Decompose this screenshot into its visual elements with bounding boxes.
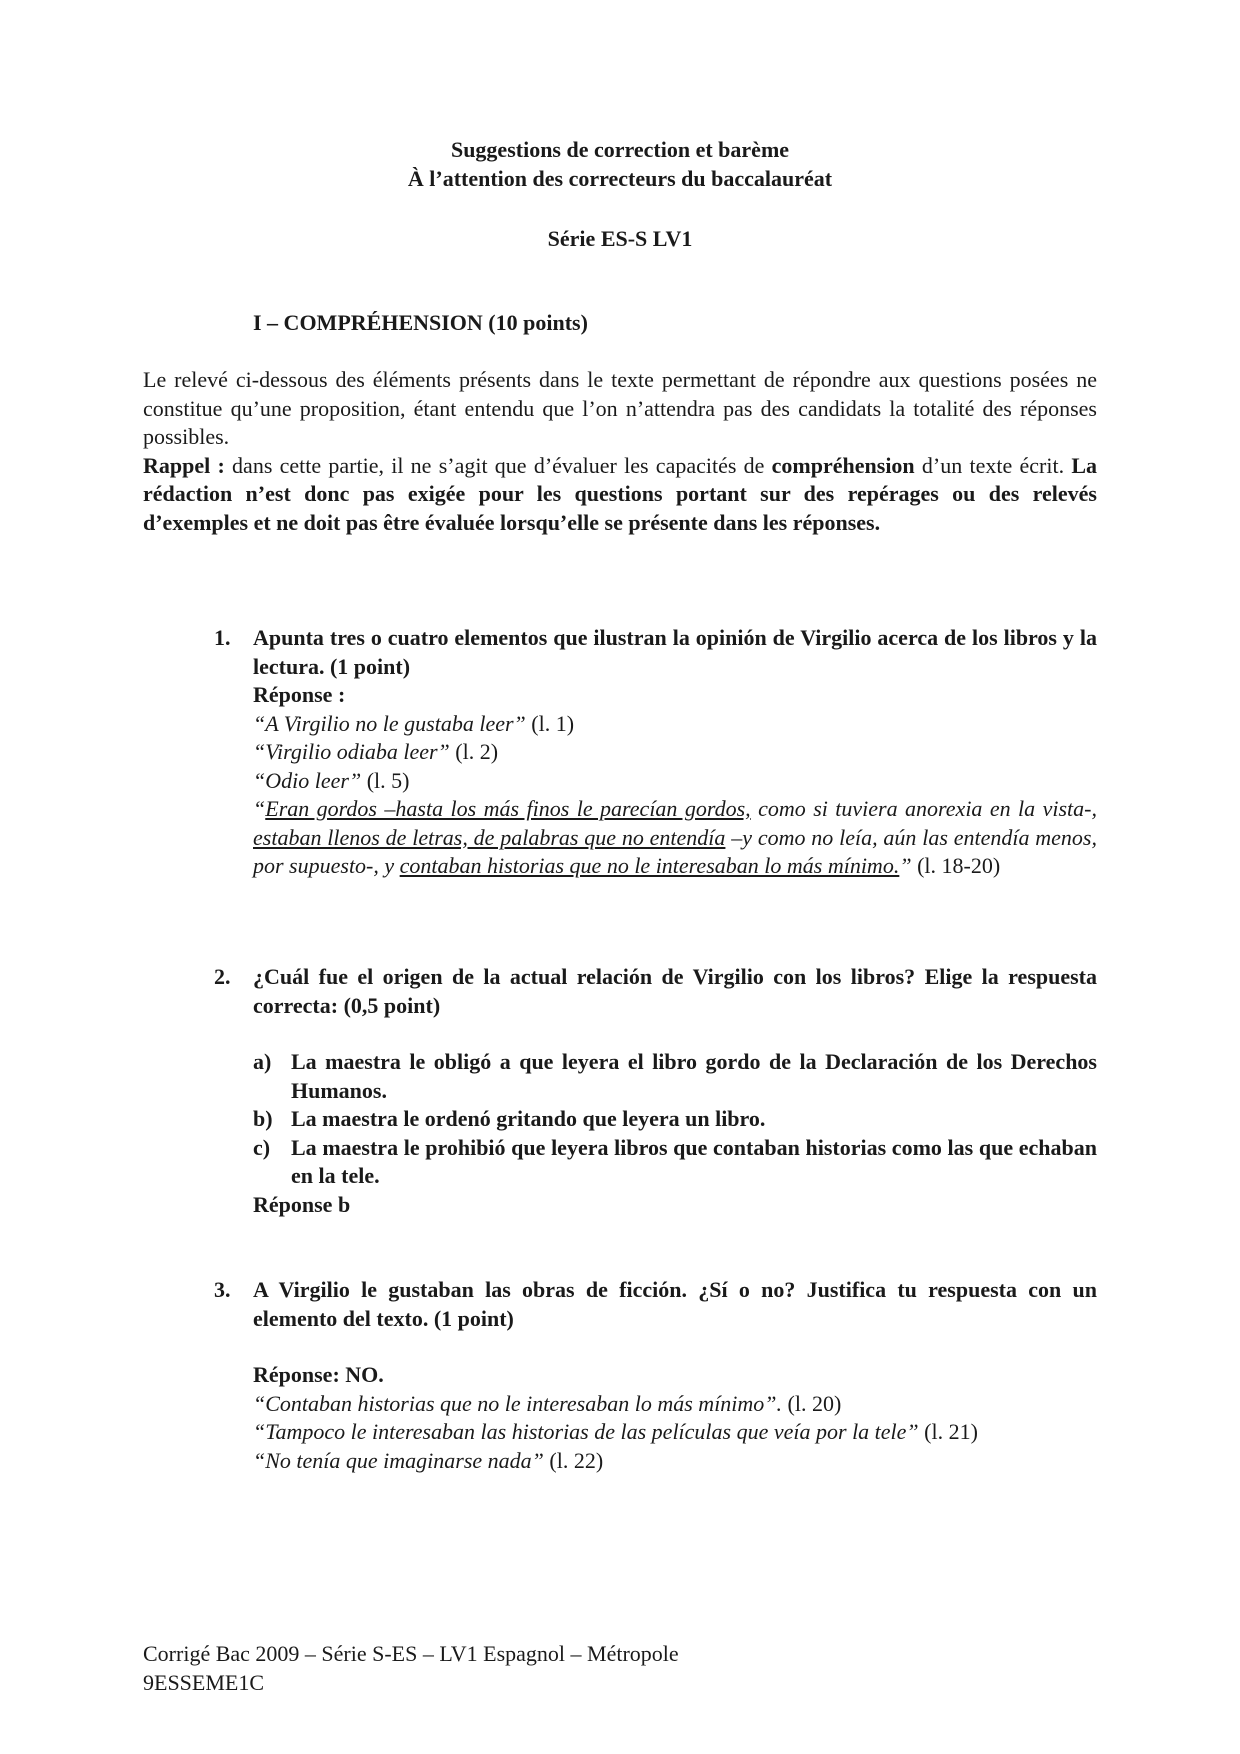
intro-block [143,366,1097,537]
option-c: c) La maestra le prohibió que leyera libros que contaban historias como las que echaban en la tele. [253,1134,1097,1188]
section-heading: I – COMPRÉHENSION (10 points) [253,310,588,335]
question-3 [214,1276,1097,1475]
question-text: A Virgilio le gustaban las obras de ficción. ¿Sí o no? Justifica tu respuesta con un elemento del texto. (1 point) [253,1277,1097,1331]
rappel-bold-sentence: La rédaction n’est donc pas exigée pour les questions portant sur des repérages ou des relevés d’exemples et ne doit pas être évaluée lorsqu’elle se présente dans les réponses. [143,452,1097,535]
question-2 [214,963,1097,1219]
intro-paragraph: Le relevé ci-dessous des éléments présents dans le texte permettant de répondre aux questions posées ne constitue qu’une proposition, étant entendu que l’on n’attendra pas des candidats la totalité des réponses possibles. [143,367,1097,449]
answer-quote-2: “Tampoco le interesaban las historias de las películas que veía por la tele” (l. 21) [253,1419,978,1444]
title-line-2: À l’attention des correcteurs du baccalauréat [407,165,833,191]
answer: Réponse: NO. [253,1362,384,1387]
document-title [0,136,1240,193]
rappel-label: Rappel : [143,452,225,478]
question-1 [214,624,1097,881]
question-number: 1. [214,625,231,650]
answer-label: Réponse : [253,682,346,707]
answer-quote-3: “No tenía que imaginarse nada” (l. 22) [253,1447,604,1473]
rappel-paragraph [143,452,1097,538]
footer-line-1: Corrigé Bac 2009 – Série S-ES – LV1 Espagnol – Métropole [143,1641,679,1666]
option-a: a) La maestra le obligó a que leyera el libro gordo de la Declaración de los Derechos Humanos. [253,1049,1097,1103]
series-label: Série ES-S LV1 [547,226,693,251]
answer-quote-3: “Odio leer” (l. 5) [253,767,410,793]
answer-quote-1: “A Virgilio no le gustaba leer” (l. 1) [253,710,575,736]
footer-line-2: 9ESSEME1C [143,1669,265,1695]
rappel-text-2: d’un texte écrit. [914,452,1072,478]
question-number: 3. [214,1277,231,1302]
answer: Réponse b [253,1191,351,1217]
question-text: Apunta tres o cuatro elementos que ilustran la opinión de Virgilio acerca de los libros y la lectura. (1 point) [253,625,1097,679]
question-number: 2. [214,964,231,989]
option-b: b) La maestra le ordenó gritando que leyera un libro. [253,1106,766,1131]
title-line-1: Suggestions de correction et barème [450,137,790,162]
rappel-bold-word: compréhension [771,452,915,478]
rappel-text-1: dans cette partie, il ne s’agit que d’évaluer les capacités de [224,452,772,478]
question-text: ¿Cuál fue el origen de la actual relación de Virgilio con los libros? Elige la respuesta correcta: (0,5 point) [253,964,1097,1018]
answer-quote-4: “Eran gordos –hasta los más finos le parecían gordos, como si tuviera anorexia en la vista-, estaban llenos de letras, de palabras que no entendía –y como no leía, aún las entendía menos, por supuesto-, y contaban historias que no le interesaban lo más mínimo.” (l. 18-20) [253,796,1097,878]
answer-quote-2: “Virgilio odiaba leer” (l. 2) [253,739,499,764]
page-footer [143,1640,679,1697]
answer-quote-1: “Contaban historias que no le interesaban lo más mínimo”. (l. 20) [253,1390,842,1416]
